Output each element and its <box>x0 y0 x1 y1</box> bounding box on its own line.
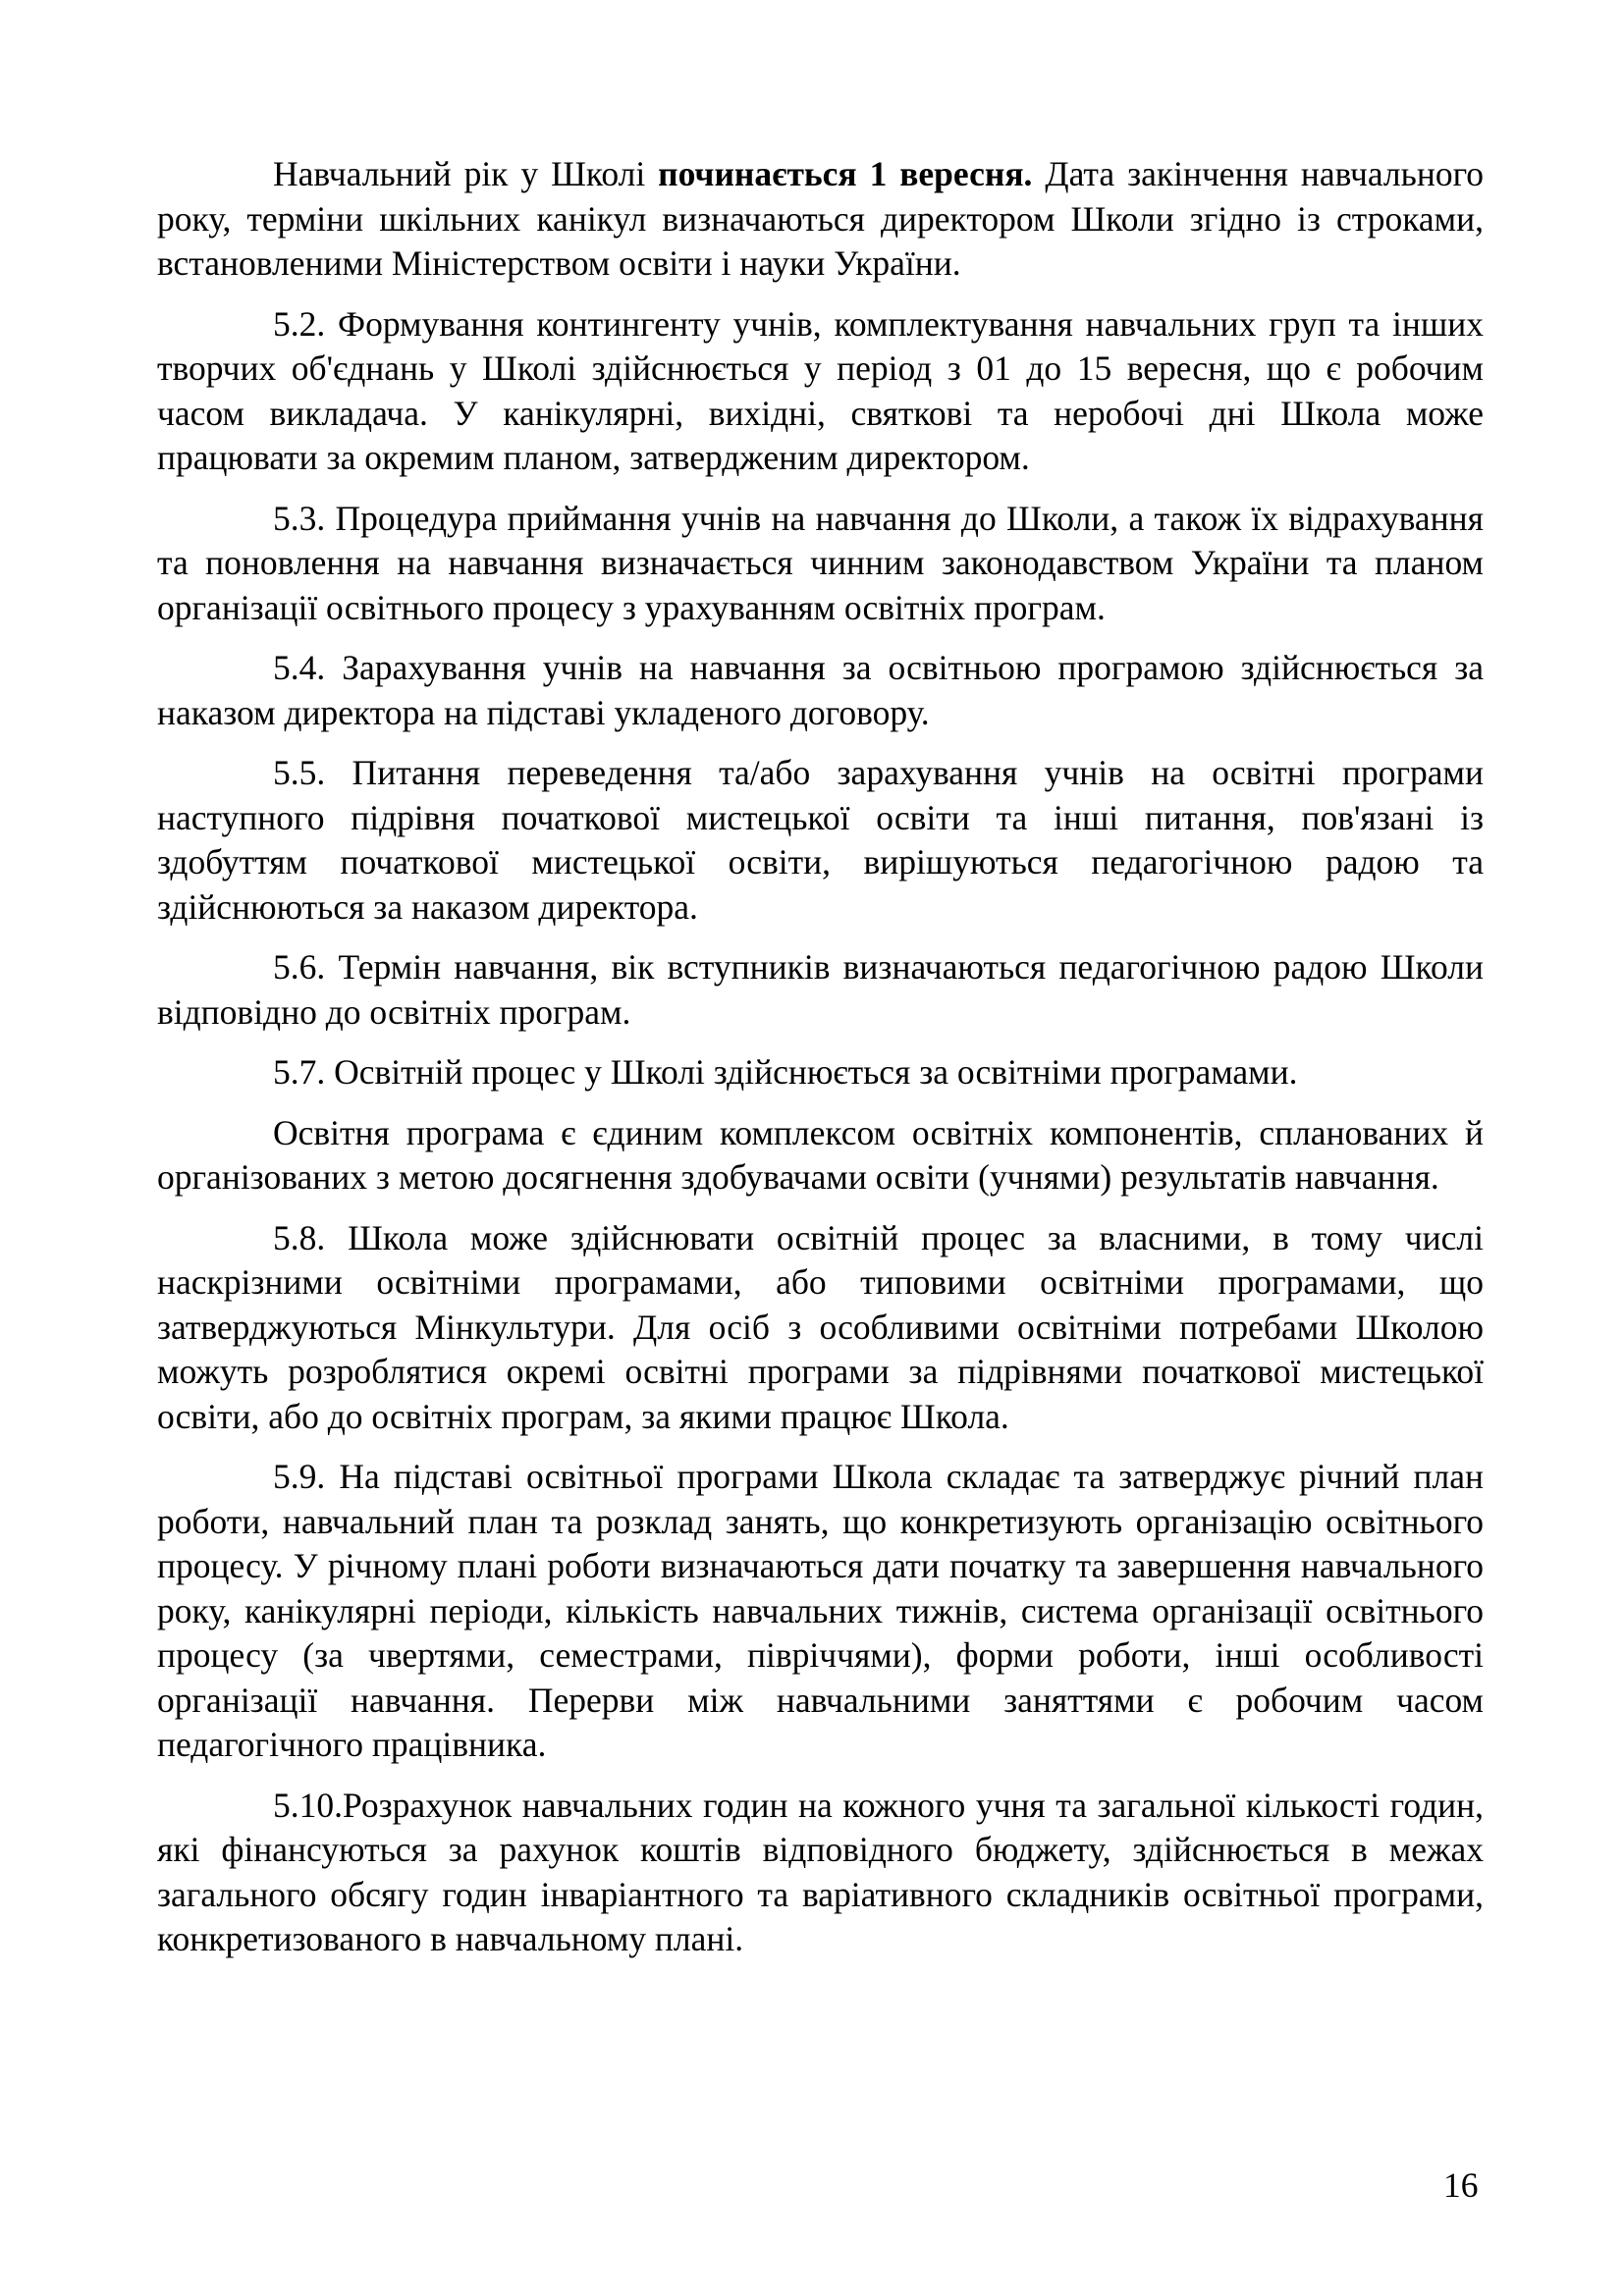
paragraph-5-3: 5.3. Процедура приймання учнів на навчання до Школи, а також їх відрахування та поновлення на навчання визначається чинним законодавством України та планом організації освітнього процесу з урахуванням освітніх програм. <box>157 498 1484 627</box>
paragraph-5-2: 5.2. Формування контингенту учнів, комплектування навчальних груп та інших творчих об'єднань у Школі здійснюється у період з 01 до 15 вересня, що є робочим часом викладача. У канікулярні, вихідні, святкові та неробочі дні Школа може працювати за окремим планом, затвердженим директором. <box>157 303 1484 477</box>
paragraph-educational-program-definition: Освітня програма є єдиним комплексом освітніх компонентів, спланованих й організованих з метою досягнення здобувачами освіти (учнями) результатів навчання. <box>157 1112 1484 1197</box>
paragraph-academic-year <box>157 152 1484 287</box>
paragraph-academic-year-rest: Дата закінчення навчального року, терміни шкільних канікул визначаються директором Школи згідно із строками, встановленими Міністерством освіти і науки України. <box>157 154 1485 283</box>
paragraph-5-5: 5.5. Питання переведення та/або зарахування учнів на освітні програми наступного підрівня початкової мистецької освіти та інші питання, пов'язані із здобуттям початкової мистецької освіти, вирішуються педагогічною радою та здійснюються за наказом директора. <box>157 753 1484 927</box>
paragraph-5-10: 5.10.Розрахунок навчальних годин на кожного учня та загальної кількості годин, які фінансуються за рахунок коштів відповідного бюджету, здійснюється в межах загального обсягу годин інваріантного та варіативного складників освітньої програми, конкретизованого в навчальному плані. <box>157 1785 1484 1958</box>
paragraph-5-7: 5.7. Освітній процес у Школі здійснюється за освітніми програмами. <box>273 1052 1298 1092</box>
paragraph-5-4: 5.4. Зарахування учнів на навчання за освітньою програмою здійснюється за наказом директора на підставі укладеного договору. <box>157 648 1484 732</box>
page-number: 16 <box>1443 2165 1479 2205</box>
paragraph-5-6: 5.6. Термін навчання, вік вступників визначаються педагогічною радою Школи відповідно до освітніх програм. <box>157 947 1484 1032</box>
paragraph-academic-year-lead: Навчальний рік у Школі <box>273 154 659 193</box>
paragraph-5-8: 5.8. Школа може здійснювати освітній процес за власними, в тому числі наскрізними освітніми програмами, або типовими освітніми програмами, що затверджуються Мінкультури. Для осіб з особливими освітніми потребами Школою можуть розроблятися окремі освітні програми за підрівнями початкової мистецької освіти, або до освітніх програм, за якими працює Школа. <box>157 1217 1484 1436</box>
paragraph-5-9: 5.9. На підставі освітньої програми Школа складає та затверджує річний план роботи, навчальний план та розклад занять, що конкретизують організацію освітнього процесу. У річному плані роботи визначаються дати початку та завершення навчального року, канікулярні періоди, кількість навчальних тижнів, система організації освітнього процесу (за чвертями, семестрами, півріччями), форми роботи, інші особливості організації навчання. Перерви між навчальними заняттями є робочим часом педагогічного працівника. <box>157 1457 1484 1764</box>
document-page <box>157 152 1484 1978</box>
start-date-emphasis: починається 1 вересня. <box>658 154 1033 193</box>
